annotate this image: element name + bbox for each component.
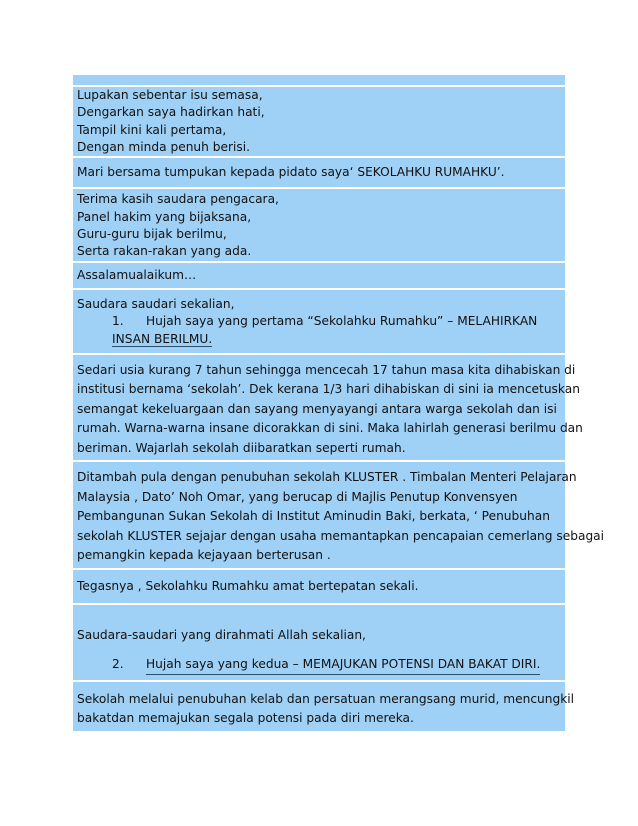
salam-line [73,263,565,290]
point-heading [77,313,565,330]
paragraph-school [73,355,583,463]
text-line: Malaysia , Dato’ Noh Omar, yang berucap di Majlis Penutup Konvensyen [77,489,518,504]
speech-text [73,75,605,733]
point-text: Hujah saya yang pertama “Sekolahku Rumahku” – MELAHIRKAN [146,314,538,329]
text-line: Sekolah melalui penubuhan kelab dan persatuan merangsang murid, mencungkil [77,691,575,706]
text-line: rumah. Warna-warna insane dicorakkan di sini. Maka lahirlah generasi berilmu dan [77,421,583,436]
speech-title-line [73,158,565,189]
paragraph-talent [73,682,575,733]
text-line: Saudara-saudari yang dirahmati Allah sekalian, [77,628,366,643]
text-line: Dengan minda penuh berisi. [77,139,250,154]
text-line: semangat kekeluargaan dan sayang menyayangi antara warga sekolah dan isi [77,401,557,416]
text-line: Tegasnya , Sekolahku Rumahku amat bertepatan sekali. [77,578,419,593]
point-text-continued: INSAN BERILMU. [112,331,213,346]
text-line: Guru-guru bijak berilmu, [77,227,227,242]
point-heading [77,656,565,674]
text-line: Pembangunan Sukan Sekolah di Institut Aminudin Baki, berkata, ‘ Penubuhan [77,509,550,524]
text-line: Mari bersama tumpukan kepada pidato saya‘ SEKOLAHKU RUMAHKU’. [77,165,505,180]
text-line: Saudara saudari sekalian, [77,296,235,311]
text-line: Serta rakan-rakan yang ada. [77,244,252,259]
paragraph-cluster [73,462,605,570]
point-text: Hujah saya yang kedua – MEMAJUKAN POTENSI DAN BAKAT DIRI. [146,656,540,674]
text-line: Panel hakim yang bijaksana, [77,209,252,224]
text-line: pemangkin kepada kejayaan berterusan . [77,548,331,563]
text-line: Assalamualaikum… [77,267,197,282]
text-line: institusi bernama ‘sekolah’. Dek kerana 1/3 hari dihabiskan di sini ia mencetuskan [77,382,580,397]
text-line: Dengarkan saya hadirkan hati, [77,105,265,120]
text-line: Ditambah pula dengan penubuhan sekolah KLUSTER . Timbalan Menteri Pelajaran [77,470,577,485]
conclusion-line [73,570,565,605]
text-line: Sedari usia kurang 7 tahun sehingga mencecah 17 tahun masa kita dihabiskan di [77,362,576,377]
text-line: Lupakan sebentar isu semasa, [77,88,263,102]
point-two-block [73,605,565,682]
text-line: Tampil kini kali pertama, [77,122,227,137]
text-line: sekolah KLUSTER sejajar dengan usaha memantapkan pencapaian cemerlang sebagai [77,528,605,543]
point-number: 2. [112,657,124,672]
text-line: Terima kasih saudara pengacara, [77,192,279,207]
opening-verse [73,87,565,158]
spacer-block [73,75,565,87]
text-line: bakatdan memajukan segala potensi pada diri mereka. [77,711,414,726]
greeting-verse [73,189,565,262]
point-one-block [73,290,565,355]
point-number: 1. [112,314,124,329]
text-line: beriman. Wajarlah sekolah diibaratkan seperti rumah. [77,440,406,455]
